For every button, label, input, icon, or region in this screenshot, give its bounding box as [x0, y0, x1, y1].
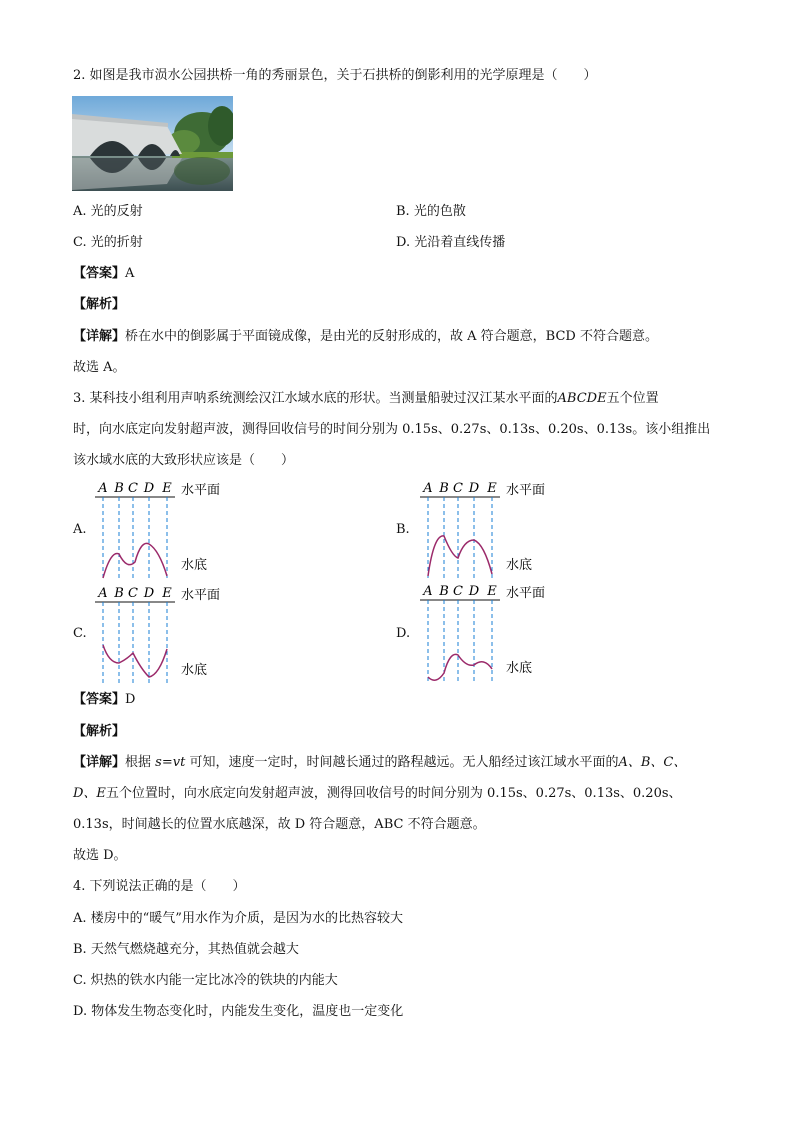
detail-tag: 【详解】 [73, 755, 126, 770]
point-label-e: E [162, 481, 172, 496]
point-label-e: E [162, 586, 172, 601]
q3-diagram-a [95, 478, 265, 592]
q3-detail-line3: 0.13s，时间越长的位置水底越深，故 D 符合题意，ABC 不符合题意。 [73, 817, 486, 832]
point-label-a: A [423, 584, 433, 599]
q4-option-d: D. 物体发生物态变化时，内能发生变化，温度也一定变化 [73, 1004, 404, 1019]
analysis-tag: 【解析】 [73, 297, 126, 312]
detail-points-1: A、B、C、 [618, 755, 687, 770]
analysis-tag: 【解析】 [73, 724, 126, 739]
q4-option-a: A. 楼房中的“暖气”用水作为介质，是因为水的比热容较大 [73, 911, 403, 926]
q3-option-label-a: A. [73, 522, 87, 537]
point-label-a: A [98, 481, 108, 496]
q3-stem-line1 [73, 389, 659, 409]
answer-tag: 【答案】 [73, 266, 126, 281]
water-bottom-curve [428, 654, 492, 680]
water-bottom-curve [103, 543, 167, 578]
q2-option-a: A. 光的反射 [73, 204, 143, 219]
q3-stem-text: 3. 某科技小组利用声呐系统测绘汉江水域水底的形状。当测量船驶过汉江某水平面的 [73, 391, 558, 406]
bottom-label: 水底 [506, 661, 533, 676]
answer-value: D [125, 692, 136, 707]
point-label-d: D [143, 481, 155, 496]
q2-stem: 2. 如图是我市涢水公园拱桥一角的秀丽景色，关于石拱桥的倒影利用的光学原理是（ ） [73, 68, 597, 83]
bridge-photo [72, 96, 233, 191]
sonar-diagram-svg [95, 583, 265, 693]
q3-answer [73, 690, 135, 710]
point-label-d: D [143, 586, 155, 601]
q3-option-label-b: B. [396, 522, 410, 537]
q3-detail-line1 [73, 753, 686, 773]
point-label-b: B [439, 481, 449, 496]
q2-option-b: B. 光的色散 [396, 204, 466, 219]
detail-text-b: 可知，速度一定时，时间越长通过的路程越远。无人船经过该江域水平面的 [189, 755, 619, 770]
q3-detail-line2 [73, 784, 682, 804]
detail-text: 桥在水中的倒影属于平面镜成像，是由光的反射形成的，故 A 符合题意，BCD 不符合题意。 [125, 329, 658, 344]
detail-text-c: 五个位置时，向水底定向发射超声波，测得回收信号的时间分别为 0.15s、0.27s、0.13s、0.20s、 [105, 786, 682, 801]
q3-option-label-c: C. [73, 626, 87, 641]
q3-diagram-d [420, 581, 590, 695]
q3-conclusion: 故选 D。 [73, 848, 127, 863]
q4-option-b: B. 天然气燃烧越充分，其热值就会越大 [73, 942, 299, 957]
point-label-d: D [468, 584, 480, 599]
point-label-d: D [468, 481, 480, 496]
bottom-label: 水底 [181, 663, 208, 678]
q2-detail [73, 327, 658, 347]
point-label-e: E [487, 481, 497, 496]
sonar-diagram-svg [420, 581, 590, 691]
q4-stem: 4. 下列说法正确的是（ ） [73, 879, 246, 894]
q2-answer [73, 264, 134, 284]
q3-option-label-d: D. [396, 626, 411, 641]
q3-stem-line3: 该水域水底的大致形状应该是（ ） [73, 453, 295, 468]
bottom-label: 水底 [181, 558, 208, 573]
q3-analysis-tag [73, 722, 125, 742]
point-label-c: C [453, 584, 463, 599]
surface-label: 水平面 [506, 483, 546, 498]
q3-diagram-c [95, 583, 265, 697]
q2-option-c: C. 光的折射 [73, 235, 143, 250]
point-label-a: A [423, 481, 433, 496]
q3-diagram-b [420, 478, 590, 592]
q3-stem-line2: 时，向水底定向发射超声波，测得回收信号的时间分别为 0.15s、0.27s、0.13s、0.20s、0.13s。该小组推出 [73, 422, 711, 437]
point-label-a: A [98, 586, 108, 601]
detail-tag: 【详解】 [73, 329, 126, 344]
answer-value: A [125, 266, 135, 281]
q3-stem-tail: 五个位置 [606, 391, 659, 406]
point-label-c: C [453, 481, 463, 496]
surface-label: 水平面 [181, 483, 221, 498]
q3-stem-points: ABCDE [557, 391, 607, 406]
surface-label: 水平面 [181, 588, 221, 603]
water-bottom-curve [103, 645, 167, 677]
detail-text-a: 根据 [125, 755, 152, 770]
point-label-b: B [114, 586, 124, 601]
point-label-e: E [487, 584, 497, 599]
q2-analysis-tag [73, 295, 125, 315]
detail-formula: s=vt [155, 755, 186, 770]
water-bottom-curve [428, 536, 492, 576]
point-label-c: C [128, 586, 138, 601]
q2-option-d: D. 光沿着直线传播 [396, 235, 506, 250]
point-label-c: C [128, 481, 138, 496]
point-label-b: B [114, 481, 124, 496]
q4-option-c: C. 炽热的铁水内能一定比冰冷的铁块的内能大 [73, 973, 338, 988]
sonar-diagram-svg [95, 478, 265, 588]
point-label-b: B [439, 584, 449, 599]
bottom-label: 水底 [506, 558, 533, 573]
surface-label: 水平面 [506, 586, 546, 601]
detail-points-2: D、E [73, 786, 106, 801]
sonar-diagram-svg [420, 478, 590, 588]
answer-tag: 【答案】 [73, 692, 126, 707]
q2-conclusion: 故选 A。 [73, 360, 126, 375]
